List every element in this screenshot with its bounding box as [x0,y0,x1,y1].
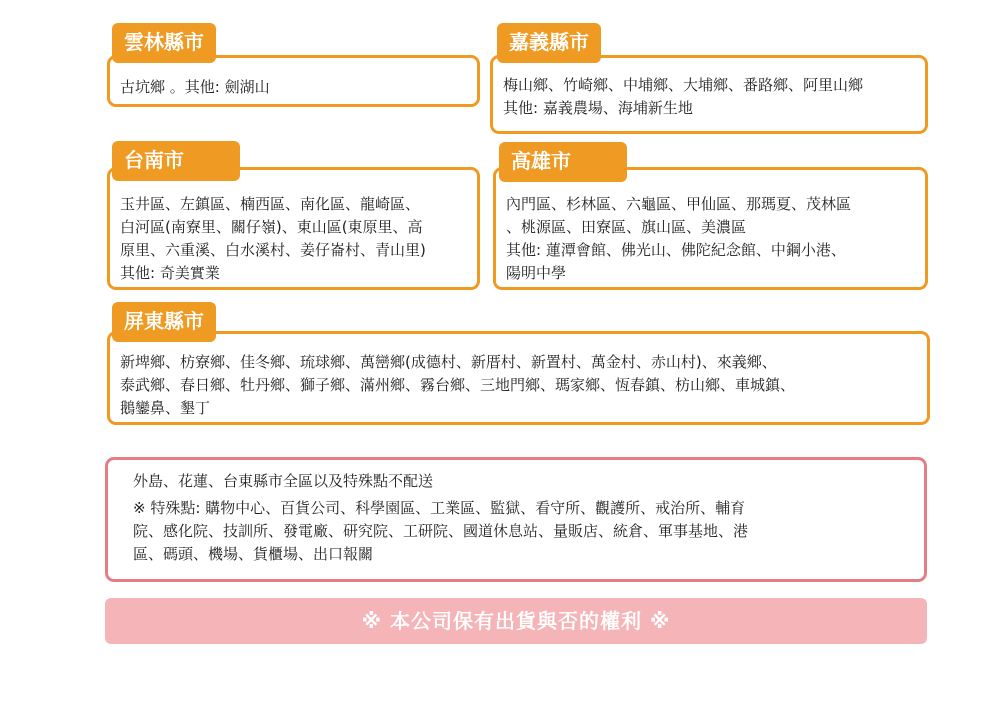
region-text-line: 其他: 蓮潭會館、佛光山、佛陀紀念館、中鋼小港、 [506,241,846,259]
region-text-line: 白河區(南寮里、關仔嶺)、東山區(東原里、高 [120,218,423,236]
region-text-line: 其他: 奇美實業 [120,264,220,282]
region-title-kaohsiung: 高雄市 [499,142,627,182]
region-text-line: 鵝鑾鼻、墾丁 [120,399,211,417]
delivery-notice-box [105,457,927,582]
region-box-pingtung [107,331,930,425]
region-title-yunlin: 雲林縣市 [112,23,216,63]
region-text-line: 泰武鄉、春日鄉、牡丹鄉、獅子鄉、滿州鄉、霧台鄉、三地門鄉、瑪家鄉、恆春鎮、枋山鄉、車城鎮、 [120,376,796,394]
region-title-pingtung: 屏東縣市 [112,302,216,342]
region-text-line: 其他: 嘉義農場、海埔新生地 [503,99,693,117]
notice-line: ※ 特殊點: 購物中心、百貨公司、科學園區、工業區、監獄、看守所、觀護所、戒治所、輔育 [133,499,746,517]
region-text-line: 古坑鄉 。其他: 劍湖山 [120,78,270,96]
region-title-tainan: 台南市 [112,141,240,181]
notice-line: 區、碼頭、機場、貨櫃場、出口報關 [133,545,374,563]
region-box-tainan [107,167,480,290]
region-text-line: 新埤鄉、枋寮鄉、佳冬鄉、琉球鄉、萬巒鄉(成德村、新厝村、新置村、萬金村、赤山村)、來義鄉、 [120,353,777,371]
region-text-line: 原里、六重溪、白水溪村、姜仔崙村、青山里) [120,241,426,259]
region-text-line: 玉井區、左鎮區、楠西區、南化區、龍崎區、 [120,195,421,213]
notice-line: 外島、花蓮、台東縣市全區以及特殊點不配送 [133,472,434,490]
region-text-line: 、桃源區、田寮區、旗山區、美濃區 [506,218,747,236]
region-title-chiayi: 嘉義縣市 [497,23,601,63]
region-text-line: 梅山鄉、竹崎鄉、中埔鄉、大埔鄉、番路鄉、阿里山鄉 [503,76,864,94]
notice-line: 院、感化院、技訓所、發電廠、研究院、工研院、國道休息站、量販店、統倉、軍事基地、港 [133,522,749,540]
rights-banner: ※ 本公司保有出貨與否的權利 ※ [105,598,927,644]
region-box-kaohsiung [493,167,928,290]
region-box-chiayi [490,55,928,134]
region-text-line: 陽明中學 [506,264,567,282]
region-text-line: 內門區、杉林區、六龜區、甲仙區、那瑪夏、茂林區 [506,195,852,213]
